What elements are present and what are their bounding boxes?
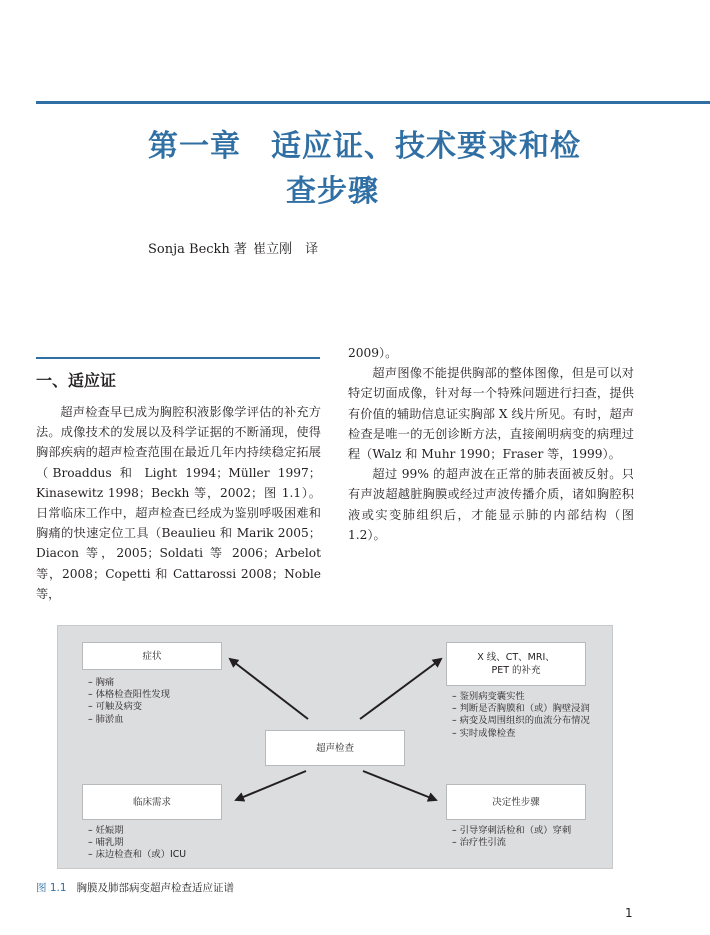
caption-label: 图 1.1 [36,882,67,894]
list-item: – 病变及周围组织的血流分布情况 [452,715,590,727]
xray-list [452,691,590,740]
decisive-title: 决定性步骤 [492,796,540,808]
xray-title-line1: X 线、CT、MRI、 [477,652,555,663]
arrow-to-decisive [363,771,436,800]
section-heading: 一、适应证 [36,371,117,390]
left-column [36,402,321,604]
chapter-title-line2: 查步骤 [286,174,379,209]
xray-box [446,642,586,686]
right-column [348,343,634,545]
decisive-box [446,784,586,820]
clinical-box [82,784,222,820]
list-item: – 体格检查阳性发现 [88,689,170,701]
chapter-number: 第一章 [148,129,241,164]
arrow-to-symptoms [230,659,308,719]
center-label: 超声检查 [315,742,354,754]
list-item: – 哺乳期 [88,837,186,849]
list-item: – 床边检查和（或）ICU [88,849,186,861]
arrow-to-clinical [236,771,306,800]
authors [148,238,320,257]
translator-name: 崔立刚 译 [253,242,319,257]
right-continuation: 2009）。 [348,346,398,360]
figure-1-1 [57,625,613,869]
right-paragraph-2: 超过 99% 的超声波在正常的肺表面被反射。只有声波超越脏胸膜或经过声波传播介质，诸如胸腔积液或实变肺组织后，才能显示肺的内部结构（图 1.2）。 [348,467,634,542]
list-item: – 实时成像检查 [452,728,590,740]
arrow-to-xray [360,659,441,719]
symptoms-title: 症状 [142,650,162,662]
top-rule [36,101,710,104]
list-item: – 鉴别病变囊实性 [452,691,590,703]
figure-caption [36,880,234,895]
caption-text: 胸膜及肺部病变超声检查适应证谱 [76,882,235,894]
right-paragraph-1: 超声图像不能提供胸部的整体图像，但是可以对特定切面成像，针对每一个特殊问题进行扫查，提供有价值的辅助信息证实胸部 X 线片所见。有时，超声检查是唯一的无创诊断方法，直接阐明病变的病理过程（Walz 和 Muhr 1990；Fraser 等，1999）。 [348,366,634,462]
list-item: – 可触及病变 [88,701,170,713]
list-item: – 肺淤血 [88,714,170,726]
list-item: – 引导穿刺活检和（或）穿刺 [452,825,571,837]
xray-title-line2: PET 的补充 [491,665,541,676]
list-item: – 判断是否胸膜和（或）胸壁浸润 [452,703,590,715]
author-name: Sonja Beckh 著 [148,242,247,257]
chapter-title [148,124,668,214]
clinical-list [88,825,186,862]
chapter-title-line1: 适应证、技术要求和检 [271,129,581,164]
symptoms-list [88,677,170,726]
section-rule [36,357,320,359]
clinical-title: 临床需求 [132,796,171,808]
decisive-list [452,825,571,849]
list-item: – 治疗性引流 [452,837,571,849]
ultrasound-center-box [265,730,405,766]
list-item: – 妊娠期 [88,825,186,837]
page-number: 1 [625,906,633,920]
left-paragraph: 超声检查早已成为胸腔积液影像学评估的补充方法。成像技术的发展以及科学证据的不断涌现，使得胸部疾病的超声检查范围在最近几年内持续稳定拓展（Broaddus 和 Light 1994；Müller 1997；Kinasewitz 1998；Beckh 等，2002；图 1.1）。日常临床工作中，超声检查已经成为鉴别呼吸困难和胸痛的快速定位工具（Beaulieu 和 Marik 2005；Diacon 等，2005；Soldati 等 2006；Arbelot 等，2008；Copetti 和 Cattarossi 2008；Noble 等， [36,405,321,601]
list-item: – 胸痛 [88,677,170,689]
symptoms-box [82,642,222,670]
